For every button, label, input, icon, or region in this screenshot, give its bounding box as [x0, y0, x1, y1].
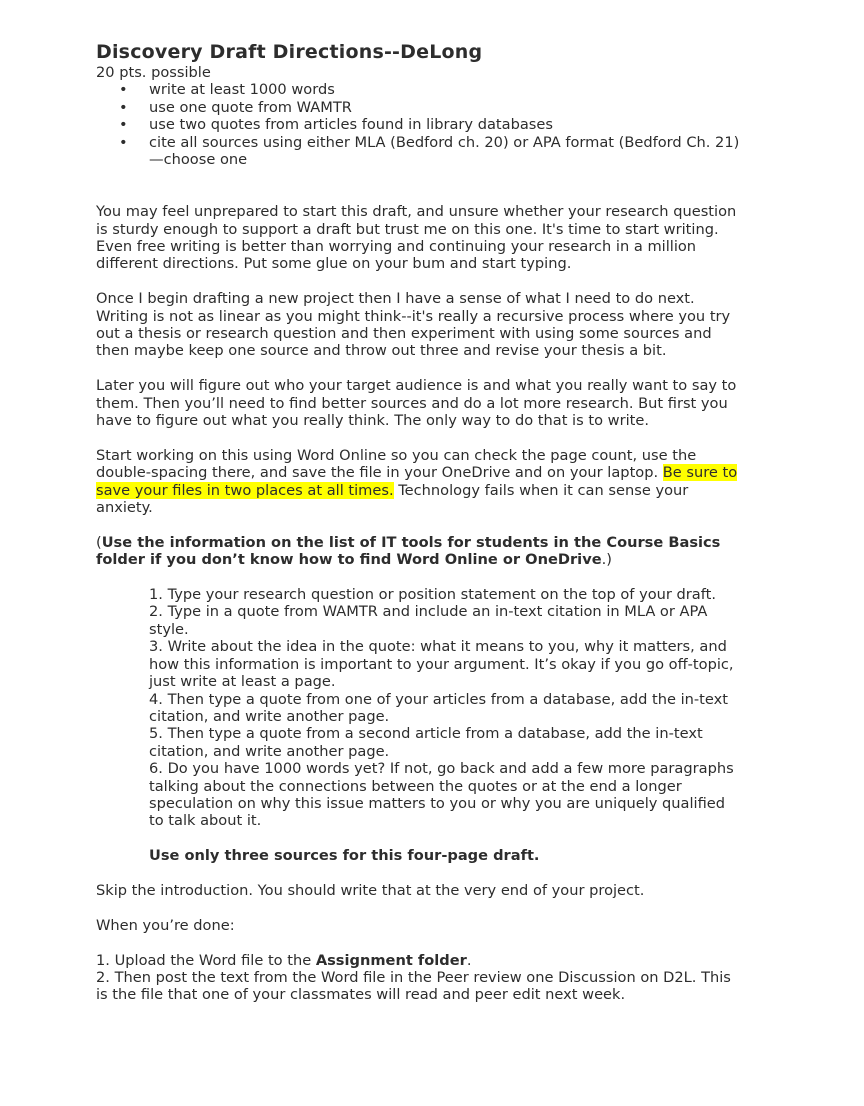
requirement-item	[96, 81, 746, 98]
bullet-icon: •	[119, 98, 128, 116]
requirement-item	[96, 116, 746, 133]
paragraph-drafting: Once I begin drafting a new project then I have a sense of what I need to do next. Writing is not as linear as you might think--it's really a recursive process where you try out a thesis or research question and then experiment with using some sources and then maybe keep one source and throw out three and revise your thesis a bit.	[96, 290, 731, 360]
when-done-text: When you’re done:	[96, 916, 235, 934]
paren-open: (	[96, 533, 102, 551]
highlighted-text: Be sure to save your files in two places at all times.	[96, 464, 738, 499]
requirement-text: cite all sources using either MLA (Bedford ch. 20) or APA format (Bedford Ch. 21)—choose one	[149, 133, 740, 169]
step-item: 4. Then type a quote from one of your articles from a database, add the in-text citation, and write another page.	[149, 690, 728, 725]
it-tools-note-bold: Use the information on the list of IT tools for students in the Course Basics folder if you don’t know how to find Word Online or OneDrive	[96, 533, 721, 569]
drafting-steps	[96, 586, 741, 864]
bullet-icon: •	[119, 81, 128, 99]
skip-intro-text: Skip the introduction. You should write that at the very end of your project.	[96, 881, 645, 899]
paragraph-text: Start working on this using Word Online so you can check the page count, use the double-spacing there, and save the file in your OneDrive and on your laptop.	[96, 446, 697, 482]
requirement-item	[96, 134, 746, 169]
final-step-post: 2. Then post the text from the Word file in the Peer review one Discussion on D2L. This is the file that one of your classmates will read and peer edit next week.	[96, 968, 731, 1004]
final-step-text: .	[466, 951, 472, 969]
document-page	[96, 40, 746, 1004]
step-item: 6. Do you have 1000 words yet? If not, go back and add a few more paragraphs talking about the connections between the quotes or at the end a longer speculation on why this issue matters to you or why you are uniquely qualified to talk about it.	[149, 760, 734, 830]
requirement-text: write at least 1000 words	[149, 81, 335, 99]
requirement-item	[96, 99, 746, 116]
step-item: 1. Type your research question or position statement on the top of your draft.	[149, 586, 716, 604]
paragraph-audience: Later you will figure out who your target audience is and what you really want to say to them. Then you’ll need to find better sources and do a lot more research. But first you have to figure out what you really think. The only way to do that is to write.	[96, 377, 737, 430]
requirement-text: use two quotes from articles found in library databases	[149, 116, 553, 134]
paragraph-word-online	[96, 447, 746, 517]
final-step-text: 1. Upload the Word file to the	[96, 951, 316, 969]
document-title: Discovery Draft Directions--DeLong	[96, 41, 483, 63]
paragraph-text: Technology fails when it can sense your anxiety.	[96, 481, 689, 517]
requirement-text: use one quote from WAMTR	[149, 98, 352, 116]
final-step-upload	[96, 952, 746, 969]
step-item: 3. Write about the idea in the quote: what it means to you, why it matters, and how this information is important to your argument. It’s okay if you go off-topic, just write at least a page.	[149, 638, 734, 691]
sources-note: Use only three sources for this four-page draft.	[149, 847, 540, 865]
bullet-icon: •	[119, 116, 128, 134]
step-item: 5. Then type a quote from a second article from a database, add the in-text citation, and write another page.	[149, 725, 703, 760]
assignment-folder-label: Assignment folder	[315, 951, 467, 969]
it-tools-note	[96, 534, 746, 569]
step-item: 2. Type in a quote from WAMTR and include an in-text citation in MLA or APA style.	[149, 603, 708, 638]
paren-close: .)	[601, 551, 612, 569]
bullet-icon: •	[119, 133, 128, 151]
paragraph-intro: You may feel unprepared to start this draft, and unsure whether your research question is sturdy enough to support a draft but trust me on this one. It's time to start writing. Even free writing is better than worrying and continuing your research in a million different directions. Put some glue on your bum and start typing.	[96, 203, 737, 273]
requirements-list	[96, 81, 746, 168]
points-possible: 20 pts. possible	[96, 64, 211, 81]
